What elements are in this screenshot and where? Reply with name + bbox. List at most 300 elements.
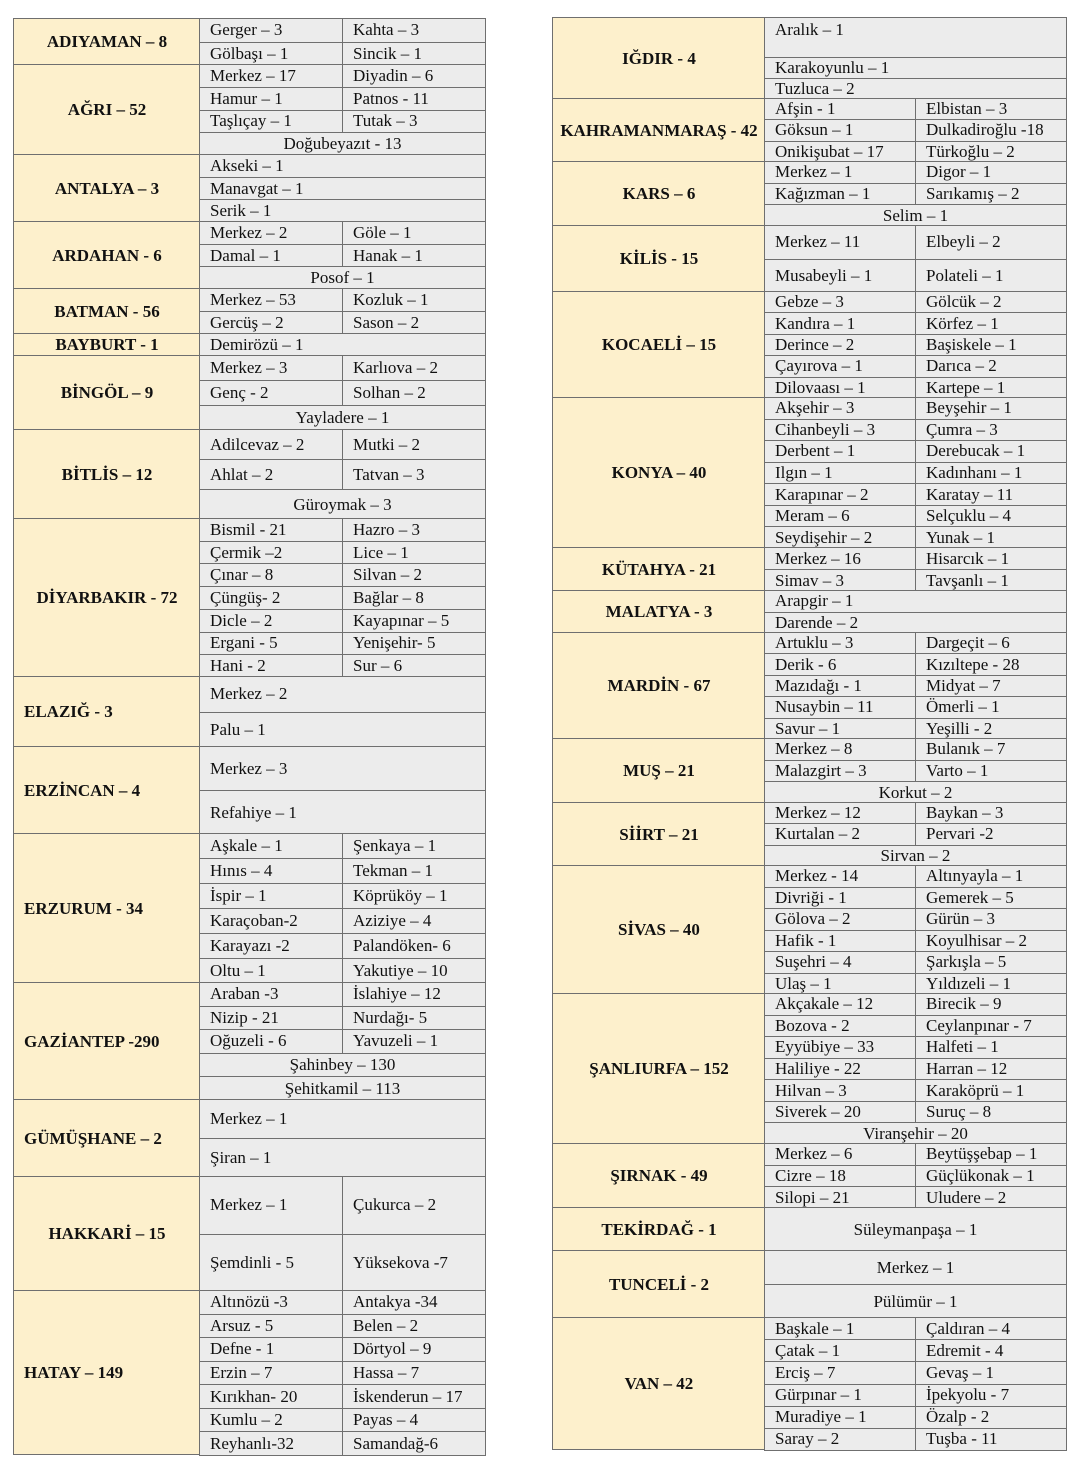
district-row [765,1428,1067,1450]
district-row [200,958,486,983]
district-cell: Muradiye – 1 [764,1406,916,1429]
province-name: GÜMÜŞHANE – 2 [24,1128,162,1148]
district-cell: Kurtalan – 2 [764,823,916,845]
province-name: IĞDIR - 4 [622,48,696,68]
district-rows [765,17,1067,99]
district-rows [200,64,486,155]
district-cell: Bozova - 2 [764,1015,916,1038]
district-cell: Tavşanlı – 1 [915,569,1067,592]
district-rows [765,291,1067,398]
district-cell: Belen – 2 [342,1314,486,1339]
district-cell: Bağlar – 8 [342,586,486,610]
district-cell: Şehitkamil – 113 [199,1076,486,1101]
district-row [200,1099,486,1138]
province-name-cell [552,547,766,591]
district-cell: Sur – 6 [342,654,486,678]
district-row [765,823,1067,844]
province-name: SİİRT – 21 [619,824,699,844]
district-row [765,993,1067,1015]
district-cell: Derebucak – 1 [915,440,1067,463]
district-rows [765,1317,1067,1450]
district-row [765,377,1067,398]
district-cell: Şemdinli - 5 [199,1234,343,1293]
district-row [765,78,1067,99]
district-row [200,18,486,42]
district-row [765,845,1067,866]
district-row [200,405,486,430]
district-cell: Kumlu – 2 [199,1408,343,1433]
province-name-cell [13,1099,201,1177]
district-cell: Kırıkhan- 20 [199,1384,343,1409]
district-cell: Eyyübiye – 33 [764,1036,916,1059]
province-name-cell [552,1317,766,1450]
district-row [200,489,486,519]
district-cell: Ceylanpınar - 7 [915,1015,1067,1038]
district-cell: Beytüşşebap – 1 [915,1143,1067,1166]
district-cell: Ömerli – 1 [915,696,1067,718]
district-cell: Gürpınar – 1 [764,1384,916,1407]
district-row [200,1361,486,1385]
district-cell: Hani - 2 [199,654,343,678]
district-cell: Hınıs – 4 [199,858,343,884]
district-row [765,225,1067,259]
district-row [765,590,1067,612]
district-cell: Merkez – 8 [764,738,916,761]
left-table-column [13,18,486,1455]
district-cell: Yavuzeli – 1 [342,1029,486,1054]
district-cell: Karapınar – 2 [764,483,916,506]
district-cell: Merkez – 3 [199,355,343,381]
district-cell: Göle – 1 [342,221,486,245]
province-name: ADIYAMAN – 8 [46,32,168,51]
district-row [765,183,1067,205]
district-row [765,141,1067,162]
district-row [765,1384,1067,1406]
district-cell: Onikişubat – 17 [764,141,916,163]
district-row [765,1207,1067,1251]
district-cell: Posof – 1 [199,266,486,290]
district-cell: Yenişehir- 5 [342,632,486,656]
district-cell: Hisarcık – 1 [915,547,1067,570]
district-cell: Doğubeyazıt - 13 [199,132,486,156]
district-row [200,746,486,790]
district-row [200,1176,486,1234]
district-rows [765,161,1067,226]
district-row [765,781,1067,803]
district-row [200,1314,486,1338]
district-cell: Araban -3 [199,982,343,1007]
district-cell: Uludere – 2 [915,1186,1067,1209]
district-cell: Süleymanpaşa – 1 [764,1207,1067,1252]
district-cell: Mazıdağı - 1 [764,675,916,697]
district-row [200,1290,486,1314]
district-row [765,1165,1067,1187]
district-cell: Derbent – 1 [764,440,916,463]
district-cell: Selçuklu – 4 [915,505,1067,528]
province-name: ARDAHAN - 6 [52,245,162,265]
district-rows [200,982,486,1100]
district-cell: İslahiye – 12 [342,982,486,1007]
district-cell: Özalp - 2 [915,1406,1067,1429]
district-cell: Darıca – 2 [915,355,1067,377]
district-cell: Başiskele – 1 [915,334,1067,356]
district-cell: Merkez – 3 [199,746,486,791]
district-cell: Türkoğlu – 2 [915,141,1067,163]
district-cell: Yayladere – 1 [199,405,486,431]
district-cell: Çaldıran – 4 [915,1317,1067,1340]
district-row [765,161,1067,183]
district-row [200,1076,486,1100]
district-cell: Merkez – 1 [764,161,916,184]
district-cell: Gevaş – 1 [915,1361,1067,1384]
district-cell: Divriği - 1 [764,887,916,910]
province-block [13,64,486,155]
district-cell: Savur – 1 [764,718,916,740]
province-name-cell [13,518,201,677]
province-name: KONYA – 40 [611,463,707,482]
district-rows [200,833,486,983]
province-name-cell [552,738,766,803]
district-row [200,1431,486,1455]
province-name-cell [552,993,766,1144]
district-row [200,1138,486,1177]
district-row [765,1250,1067,1284]
province-name-cell [13,676,201,747]
province-name: ERZİNCAN – 4 [24,780,141,800]
district-cell: Suşehri – 4 [764,951,916,974]
district-cell: Karaçoban-2 [199,908,343,934]
district-row [200,311,486,334]
province-block [552,802,1067,866]
district-row [765,973,1067,995]
district-cell: Çatak – 1 [764,1339,916,1362]
district-rows [200,1099,486,1177]
district-cell: Altınözü -3 [199,1290,343,1315]
district-cell: Cizre – 18 [764,1165,916,1188]
province-block [552,98,1067,162]
district-cell: Ulaş – 1 [764,973,916,996]
district-rows [200,288,486,334]
district-row [765,738,1067,760]
district-row [765,526,1067,548]
district-cell: Derince – 2 [764,334,916,356]
province-name-cell [13,333,201,356]
district-cell: Reyhanlı-32 [199,1431,343,1456]
province-block [13,1176,486,1291]
district-rows [200,333,486,356]
province-block [13,676,486,747]
district-cell: Çınar – 8 [199,563,343,587]
province-block [552,632,1067,739]
district-cell: Dilovaası – 1 [764,377,916,399]
district-cell: Mutki – 2 [342,429,486,460]
district-cell: Cihanbeyli – 3 [764,419,916,442]
district-cell: Karayazı -2 [199,933,343,959]
district-row [765,802,1067,823]
district-cell: Karlıova – 2 [342,355,486,381]
district-row [765,1122,1067,1144]
district-row [765,419,1067,441]
district-cell: Hanak – 1 [342,244,486,268]
district-cell: Erciş – 7 [764,1361,916,1384]
district-cell: Sirvan – 2 [764,845,1067,867]
district-cell: Merkez – 2 [199,676,486,713]
district-cell: Kahta – 3 [342,18,486,43]
district-cell: Merkez – 1 [199,1176,343,1235]
district-cell: Haliliye - 22 [764,1058,916,1081]
district-cell: İpekyolu - 7 [915,1384,1067,1407]
district-row [200,1053,486,1077]
district-rows [765,397,1067,548]
province-block [13,746,486,834]
province-block [552,291,1067,398]
district-cell: Palu – 1 [199,712,486,749]
district-row [765,675,1067,696]
province-block [552,1143,1067,1208]
province-name-cell [552,1250,766,1318]
district-cell: Şiran – 1 [199,1138,486,1178]
district-cell: Samandağ-6 [342,1431,486,1456]
district-row [200,64,486,87]
district-row [765,397,1067,419]
district-rows [200,1290,486,1455]
province-name: ERZURUM - 34 [24,898,143,918]
district-cell: Dörtyol – 9 [342,1337,486,1362]
district-cell: Artuklu – 3 [764,632,916,654]
province-name-cell [13,982,201,1100]
district-cell: Birecik – 9 [915,993,1067,1016]
district-cell: Defne - 1 [199,1337,343,1362]
province-name-cell [13,64,201,155]
district-row [765,1361,1067,1383]
district-row [765,483,1067,505]
district-row [765,57,1067,78]
district-cell: Beyşehir – 1 [915,397,1067,420]
district-row [765,760,1067,782]
district-row [200,858,486,883]
district-cell: Elbistan – 3 [915,98,1067,120]
district-cell: Simav – 3 [764,569,916,592]
province-name: TEKİRDAĞ - 1 [601,1219,717,1239]
province-name-cell [552,802,766,866]
district-rows [765,225,1067,292]
district-rows [200,221,486,289]
district-rows [765,865,1067,994]
district-cell: Derik - 6 [764,653,916,675]
district-rows [200,429,486,519]
district-row [765,865,1067,887]
province-name-cell [552,590,766,633]
province-name-cell [13,1176,201,1291]
province-name: BİTLİS – 12 [61,464,153,484]
province-name: BAYBURT - 1 [55,335,159,354]
district-row [765,1143,1067,1165]
district-cell: Yakutiye – 10 [342,958,486,984]
district-row [765,569,1067,591]
district-rows [200,1176,486,1291]
district-cell: Midyat – 7 [915,675,1067,697]
district-cell: Güroymak – 3 [199,489,486,520]
district-rows [765,1207,1067,1251]
district-cell: Akşehir – 3 [764,397,916,420]
district-cell: Oğuzeli - 6 [199,1029,343,1054]
province-block [552,397,1067,548]
district-cell: Göksun – 1 [764,119,916,141]
district-row [200,833,486,858]
district-cell: Aralık – 1 [764,17,1067,58]
district-row [200,632,486,655]
district-row [200,883,486,908]
province-block [13,18,486,65]
district-cell: Karatay – 11 [915,483,1067,506]
district-cell: Körfez – 1 [915,312,1067,334]
district-cell: Bismil - 21 [199,518,343,542]
district-cell: Gercüş – 2 [199,311,343,335]
district-row [765,930,1067,952]
province-name: MALATYA - 3 [605,602,713,621]
district-row [200,1006,486,1030]
district-cell: Merkez – 11 [764,225,916,260]
province-block [13,1099,486,1177]
district-rows [200,518,486,677]
district-cell: Şahinbey – 130 [199,1053,486,1078]
district-cell: Kandıra – 1 [764,312,916,334]
district-cell: Hilvan – 3 [764,1079,916,1102]
district-row [765,17,1067,57]
district-row [765,1317,1067,1339]
province-block [552,865,1067,994]
district-cell: Gölova – 2 [764,908,916,931]
district-rows [765,632,1067,739]
district-rows [200,746,486,834]
district-cell: Tatvan – 3 [342,459,486,490]
district-cell: Oltu – 1 [199,958,343,984]
district-row [765,334,1067,355]
district-cell: Merkez – 53 [199,288,343,312]
district-row [765,887,1067,909]
district-cell: Polateli – 1 [915,259,1067,294]
district-cell: Musabeyli – 1 [764,259,916,294]
district-row [765,1015,1067,1037]
district-cell: Gölbaşı – 1 [199,42,343,67]
province-name: DİYARBAKIR - 72 [36,588,178,607]
district-cell: Taşlıçay – 1 [199,110,343,134]
province-block [13,154,486,222]
province-name-cell [552,1143,766,1208]
district-cell: İskenderun – 17 [342,1384,486,1409]
district-cell: Nizip - 21 [199,1006,343,1031]
province-block [13,1290,486,1455]
district-cell: Selim – 1 [764,204,1067,227]
province-block [13,429,486,519]
province-block [13,333,486,356]
province-name: GAZİANTEP -290 [24,1031,160,1051]
district-cell: Bulanık – 7 [915,738,1067,761]
district-cell: Payas – 4 [342,1408,486,1433]
district-rows [765,738,1067,803]
district-row [200,1408,486,1432]
district-cell: Harran – 12 [915,1058,1067,1081]
district-row [765,1339,1067,1361]
province-name-cell [552,397,766,548]
province-block [552,17,1067,99]
district-cell: Merkez – 12 [764,802,916,824]
district-cell: Adilcevaz – 2 [199,429,343,460]
district-cell: Edremit - 4 [915,1339,1067,1362]
district-row [765,547,1067,569]
district-cell: Elbeyli – 2 [915,225,1067,260]
district-row [200,654,486,677]
district-row [200,933,486,958]
district-cell: Aziziye – 4 [342,908,486,934]
district-row [200,42,486,66]
district-row [765,1406,1067,1428]
district-cell: Pervari -2 [915,823,1067,845]
district-row [200,87,486,110]
district-row [200,541,486,564]
province-name-cell [13,288,201,334]
district-rows [765,1250,1067,1318]
province-block [552,590,1067,633]
district-cell: Siverek – 20 [764,1101,916,1124]
district-cell: Gemerek – 5 [915,887,1067,910]
district-cell: Arsuz - 5 [199,1314,343,1339]
district-cell: Saray – 2 [764,1428,916,1451]
district-cell: Silvan – 2 [342,563,486,587]
province-block [552,1250,1067,1318]
province-name: ŞIRNAK - 49 [610,1166,708,1185]
district-row [765,440,1067,462]
district-cell: Çukurca – 2 [342,1176,486,1235]
district-cell: Yüksekova -7 [342,1234,486,1293]
district-row [200,712,486,748]
district-cell: Digor – 1 [915,161,1067,184]
district-cell: Ergani - 5 [199,632,343,656]
district-row [200,459,486,489]
district-row [200,177,486,200]
district-row [200,586,486,609]
district-cell: Afşin - 1 [764,98,916,120]
district-row [765,204,1067,226]
district-cell: Dicle – 2 [199,609,343,633]
district-row [765,505,1067,527]
province-name: MUŞ – 21 [623,761,695,780]
district-cell: Diyadin – 6 [342,64,486,88]
district-cell: Sason – 2 [342,311,486,335]
district-cell: Patnos - 11 [342,87,486,111]
district-row [765,653,1067,674]
district-row [200,1384,486,1408]
province-name: TUNCELİ - 2 [608,1274,710,1294]
district-rows [765,993,1067,1144]
district-cell: Gürün – 3 [915,908,1067,931]
district-cell: Viranşehir – 20 [764,1122,1067,1145]
district-cell: Köprüköy – 1 [342,883,486,909]
province-name: MARDİN - 67 [607,676,711,695]
district-cell: Gebze – 3 [764,291,916,313]
province-name-cell [552,291,766,398]
district-cell: Merkez – 2 [199,221,343,245]
province-name: VAN – 42 [624,1374,694,1393]
district-row [765,612,1067,634]
province-name: ELAZIĞ - 3 [24,702,113,721]
district-cell: Palandöken- 6 [342,933,486,959]
district-row [765,951,1067,973]
district-rows [200,676,486,747]
district-row [200,132,486,155]
district-cell: Karakoyunlu – 1 [764,57,1067,79]
province-name-cell [552,17,766,99]
